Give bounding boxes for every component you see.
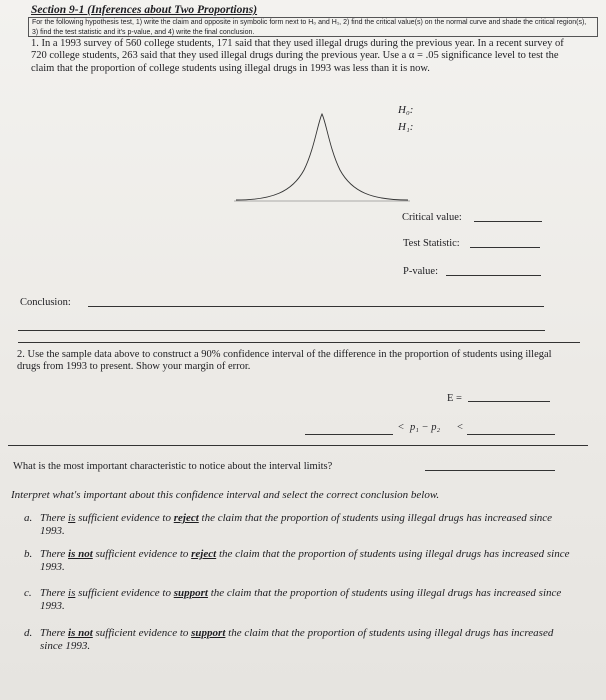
interval-question: What is the most important characteristic to notice about the interval limits? [13, 461, 333, 472]
section-divider-1 [18, 342, 580, 343]
option-a[interactable] [24, 512, 574, 540]
option-c-letter: c. [24, 587, 32, 599]
critical-value-blank[interactable] [474, 210, 542, 222]
normal-curve [236, 114, 408, 200]
p-value-label: P-value: [403, 266, 438, 277]
option-a-text: There is sufficient evidence to reject the claim that the proportion of students using illegal drugs has increased since 1993. [40, 512, 553, 537]
interval-lower-blank[interactable] [305, 423, 393, 435]
section-divider-2 [8, 445, 588, 446]
interval-answer-blank[interactable] [425, 459, 555, 471]
interval-lt-2: < [457, 422, 463, 433]
option-a-letter: a. [24, 512, 33, 524]
h1-label: H₁: [398, 121, 414, 133]
option-b-text: There is not sufficient evidence to reject the claim that the proportion of students using illegal drugs has increased since 1993. [40, 548, 570, 573]
test-statistic-label: Test Statistic: [403, 238, 460, 249]
option-d-text: There is not sufficient evidence to support the claim that the proportion of students using illegal drugs has increased since 1993. [40, 627, 554, 652]
interpret-instructions: Interpret what's important about this confidence interval and select the correct conclusion below. [11, 489, 440, 501]
margin-error-blank[interactable] [468, 390, 550, 402]
option-b-letter: b. [24, 548, 33, 560]
test-statistic-blank[interactable] [470, 236, 540, 248]
option-b[interactable] [24, 548, 574, 576]
instructions-box: For the following hypothesis test, 1) write the claim and opposite in symbolic form next to H₀ and H₁, 2) find the critical value(s) on the normal curve and shade the critical region(s), 3) find the test statistic and it's p-value, and 4) write the final conclusion. [28, 17, 598, 37]
option-d-letter: d. [24, 627, 33, 639]
interval-expression: p₁ − p₂ [410, 422, 441, 433]
option-c[interactable] [24, 587, 574, 615]
p-value-blank[interactable] [446, 264, 541, 276]
critical-value-label: Critical value: [402, 212, 462, 223]
option-d[interactable] [24, 627, 574, 655]
interval-lt-1: < [398, 422, 404, 433]
conclusion-line-2[interactable] [18, 330, 545, 331]
option-c-text: There is sufficient evidence to support the claim that the proportion of students using illegal drugs has increased since 1993. [40, 587, 562, 612]
question-1-text: 1. In a 1993 survey of 560 college students, 171 said that they used illegal drugs during the previous year. In a recent survey of 720 college students, 263 said that they used illegal drugs during the previous year. Use a α = .05 significance level to test the claim that the proportion of college students using illegal drugs in 1993 was less than it is now. [31, 38, 564, 74]
section-title: Section 9-1 (Inferences about Two Proportions) [31, 4, 258, 16]
question-2-text: 2. Use the sample data above to construct a 90% confidence interval of the difference in the proportion of students using illegal drugs from 1993 to present. Show your margin of error. [17, 349, 552, 373]
interval-upper-blank[interactable] [467, 423, 555, 435]
conclusion-label: Conclusion: [20, 297, 71, 308]
normal-curve-diagram [232, 100, 412, 210]
conclusion-line-1[interactable] [88, 306, 544, 307]
margin-error-label: E = [447, 393, 462, 404]
h0-label: H₀: [398, 104, 414, 116]
